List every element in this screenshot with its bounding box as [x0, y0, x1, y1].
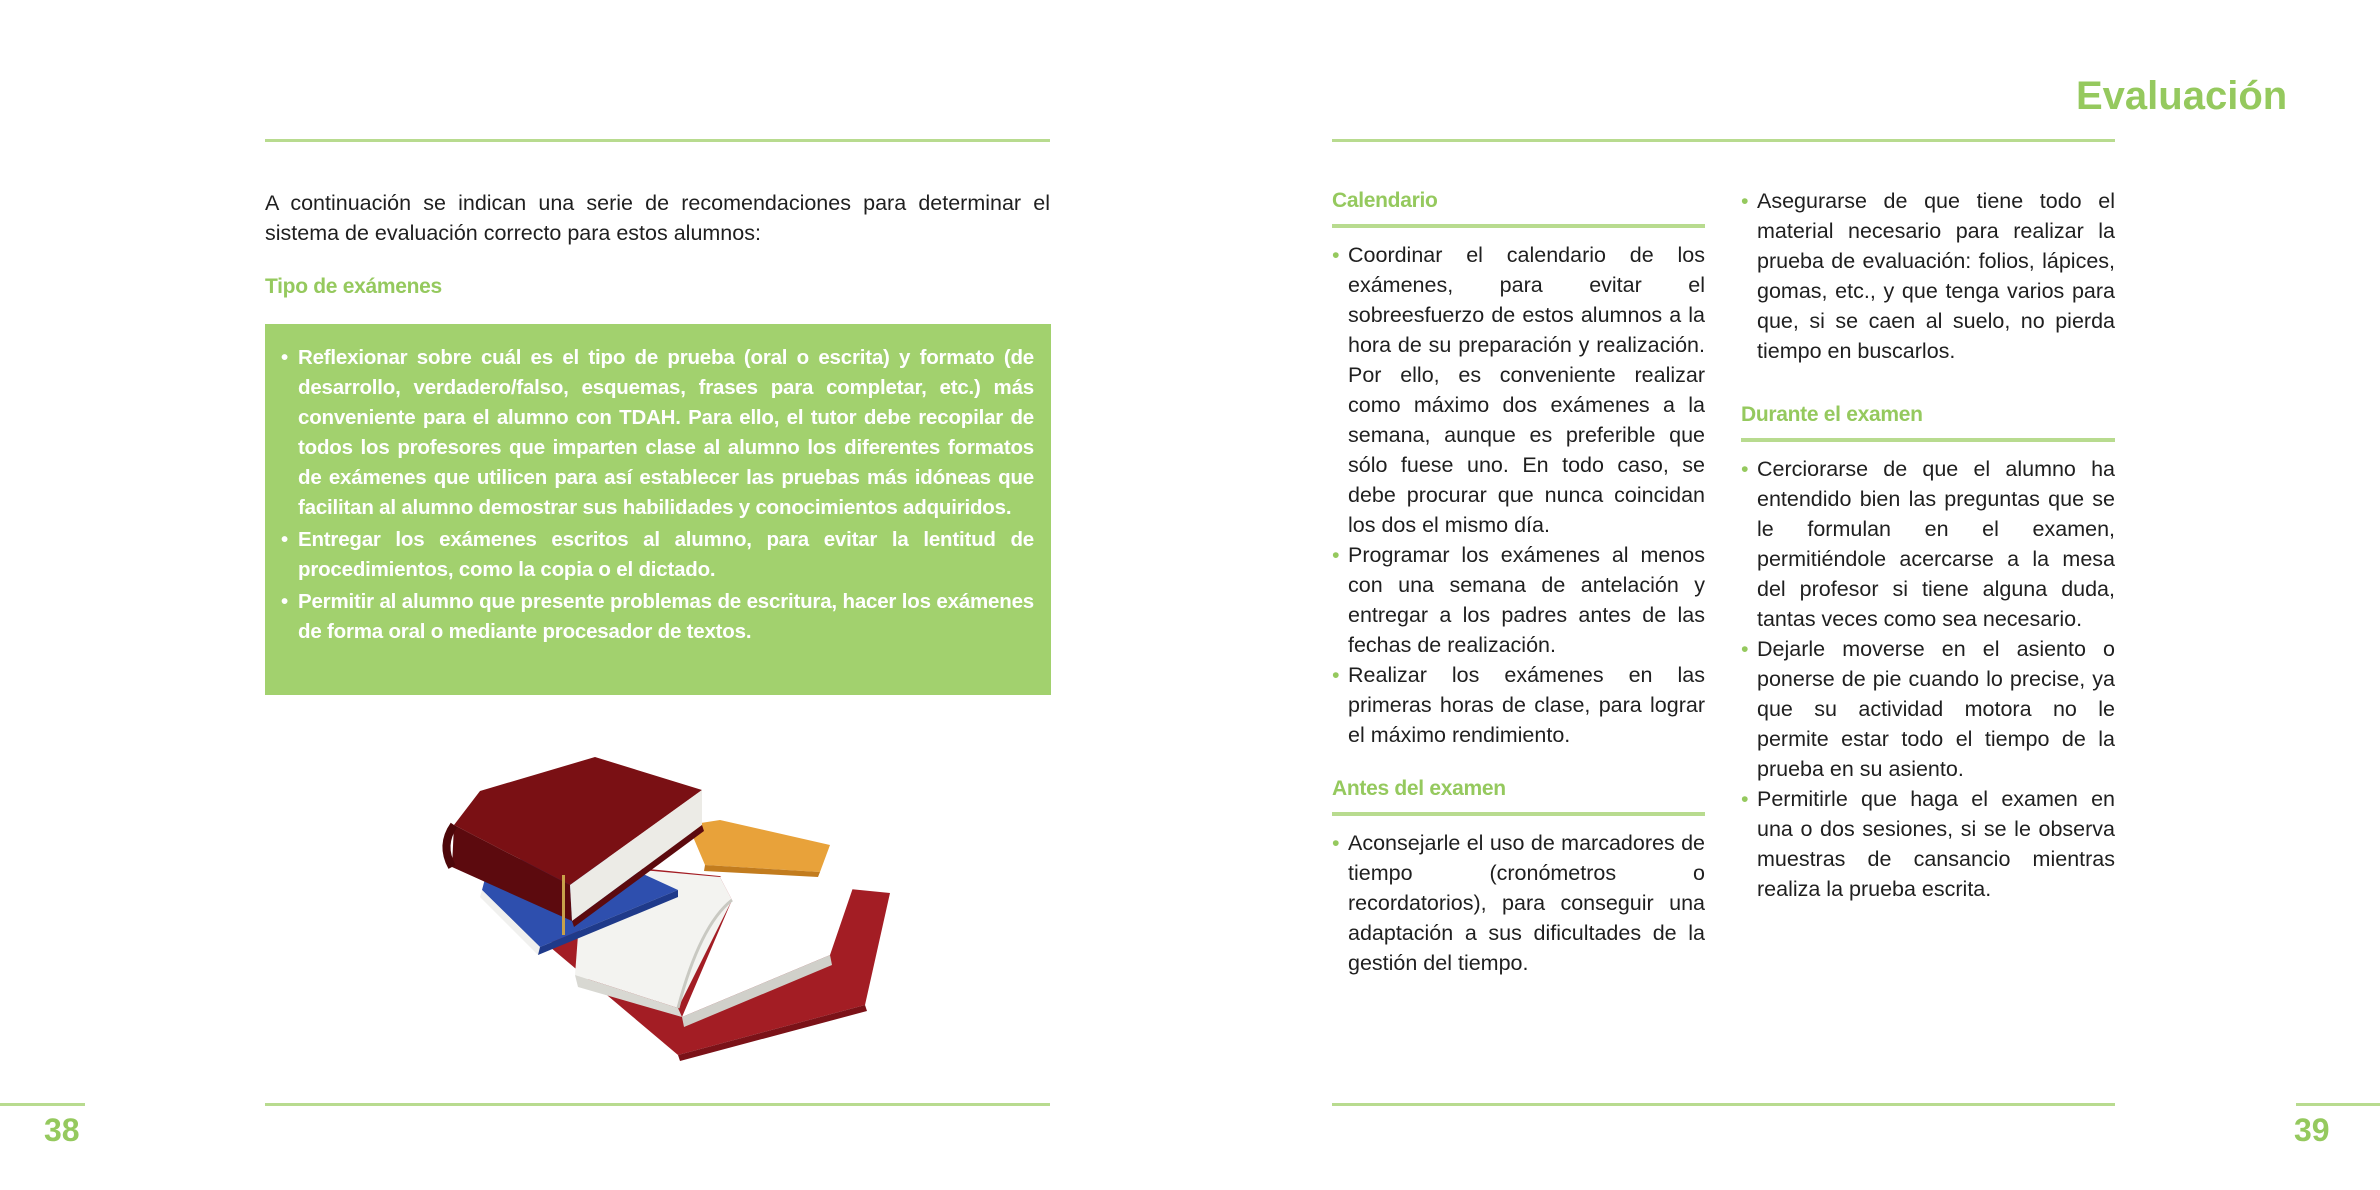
box-item: • Entregar los exámenes escritos al alumno, para evitar la lentitud de procedimientos, como la copia o el dictado. — [281, 525, 1034, 585]
left-corner-rule — [0, 1103, 85, 1106]
heading-antes: Antes del examen — [1332, 774, 1705, 816]
list-item: • Realizar los exámenes en las primeras horas de clase, para lograr el máximo rendimiento. — [1332, 660, 1705, 750]
list-item: • Asegurarse de que tiene todo el material necesario para realizar la prueba de evaluación: folios, lápices, gomas, etc., y que tenga varios para que, si se caen al suelo, no pierda tiempo en buscarlos. — [1741, 186, 2115, 366]
column-2 — [1741, 186, 2115, 904]
list-item: • Dejarle moverse en el asiento o ponerse de pie cuando lo precise, ya que su actividad motora no le permite estar todo el tiempo de la prueba en su asiento. — [1741, 634, 2115, 784]
box-item: • Reflexionar sobre cuál es el tipo de prueba (oral o escrita) y formato (de desarrollo, verdadero/falso, esquemas, frases para completar, etc.) más conveniente para el alumno con TDAH. Para ello, el tutor debe recopilar de todos los profesores que imparten clase al alumno los diferentes formatos de exámenes que utilicen para así establecer las pruebas más idóneas que facilitan al alumno demostrar sus habilidades y conocimientos adquiridos. — [281, 343, 1034, 523]
right-corner-rule — [2296, 1103, 2380, 1106]
left-top-rule — [265, 139, 1050, 142]
page-title: Evaluación — [2076, 74, 2288, 118]
list-item: • Cerciorarse de que el alumno ha entendido bien las preguntas que se le formulan en el examen, permitiéndole acercarse a la mesa del profesor si tiene alguna duda, tantas veces como sea necesario. — [1741, 454, 2115, 634]
list-item: • Aconsejarle el uso de marcadores de tiempo (cronómetros o recordatorios), para conseguir una adaptación a sus dificultades de la gestión del tiempo. — [1332, 828, 1705, 978]
list-item: • Coordinar el calendario de los exámenes, para evitar el sobreesfuerzo de estos alumnos a la hora de su preparación y realización. Por ello, es conveniente realizar como máximo dos exámenes a la semana, aunque es preferible que sólo fuese uno. En todo caso, se debe procurar que nunca coincidan los dos el mismo día. — [1332, 240, 1705, 540]
heading-durante: Durante el examen — [1741, 400, 2115, 442]
left-bottom-rule — [265, 1103, 1050, 1106]
heading-calendario: Calendario — [1332, 186, 1705, 228]
column-1 — [1332, 186, 1705, 978]
right-bottom-rule — [1332, 1103, 2115, 1106]
recommendations-box — [265, 324, 1051, 695]
box-item: • Permitir al alumno que presente problemas de escritura, hacer los exámenes de forma oral o mediante procesador de textos. — [281, 587, 1034, 647]
books-illustration — [420, 725, 900, 1070]
right-top-rule — [1332, 139, 2115, 142]
page-number-left: 38 — [44, 1112, 80, 1148]
page-number-right: 39 — [2294, 1112, 2330, 1148]
intro-paragraph: A continuación se indican una serie de recomendaciones para determinar el sistema de evaluación correcto para estos alumnos: — [265, 191, 1050, 245]
list-item: • Permitirle que haga el examen en una o dos sesiones, si se le observa muestras de cansancio mientras realiza la prueba escrita. — [1741, 784, 2115, 904]
list-item: • Programar los exámenes al menos con una semana de antelación y entregar a los padres antes de las fechas de realización. — [1332, 540, 1705, 660]
section-title-tipo: Tipo de exámenes — [265, 275, 442, 298]
